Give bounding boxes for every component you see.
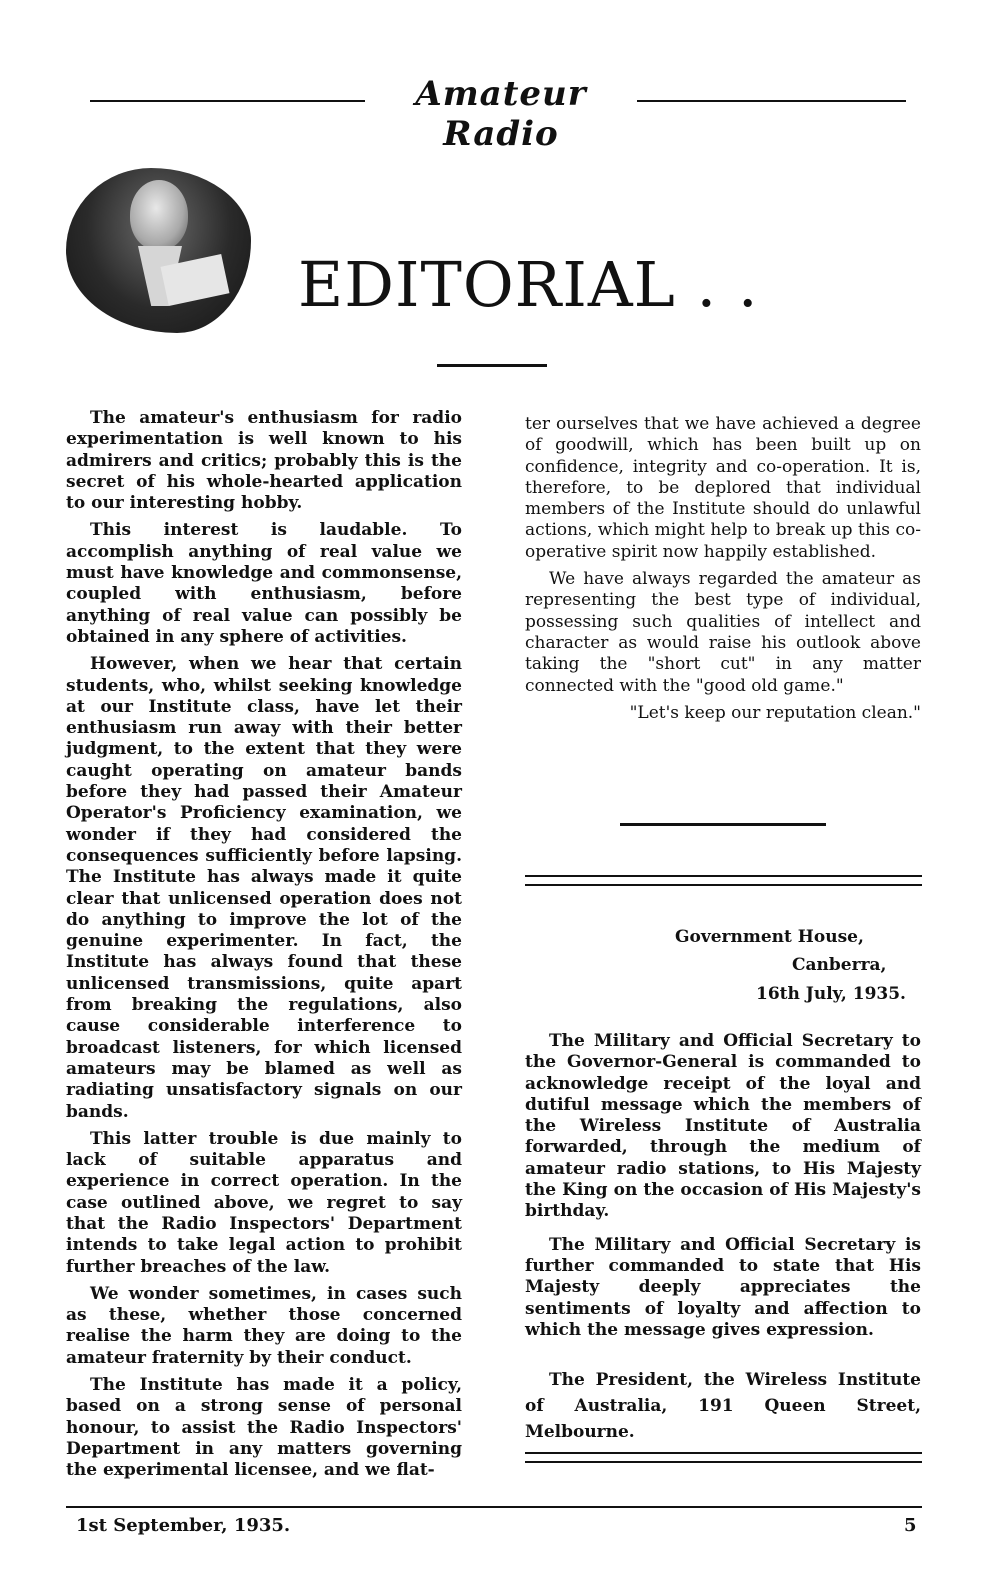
letter-address-line1: Government House,: [675, 927, 864, 947]
editorial-paragraph: The Institute has made it a policy, based on a strong sense of personal honour, to assist the Radio Inspectors' Department in any matters governing the experimental licensee, and we flat-: [66, 1375, 462, 1481]
letter-address-line2: Canberra,: [792, 955, 887, 975]
page-number: 5: [904, 1515, 917, 1536]
letter-top-double-rule: [525, 875, 922, 886]
masthead-title: Amateur Radio: [365, 74, 637, 154]
editorial-paragraph: This interest is laudable. To accomplish anything of real value we must have knowledge and commonsense, coupled with enthusiasm, before anything of real value can possibly be obtained in any sphere of activities.: [66, 520, 462, 647]
editorial-left-column: [66, 408, 462, 1488]
letter-body: [525, 1031, 921, 1457]
letter-paragraph: The Military and Official Secretary to the Governor-General is commanded to acknowledge receipt of the loyal and dutiful message which the members of the Wireless Institute of Australia forwarded, through the medium of amateur radio stations, to His Majesty the King on the occasion of His Majesty's birthday.: [525, 1031, 921, 1222]
editorial-paragraph: However, when we hear that certain students, who, whilst seeking knowledge at our Institute class, have let their enthusiasm run away with their better judgment, to the extent that they were caught operating on amateur bands before they had passed their Amateur Operator's Proficiency examination, we wonder if they had considered the consequences sufficiently before lapsing. The Institute has always made it quite clear that unlicensed operation does not do anything to improve the lot of the genuine experimenter. In fact, the Institute has always found that these unlicensed transmissions, quite apart from breaking the regulations, also cause considerable interference to broadcast listeners, for which licensed amateurs may be blamed as well as radiating unsatisfactory signals on our bands.: [66, 654, 462, 1122]
editorial-paragraph: We have always regarded the amateur as representing the best type of individual, possessing such qualities of intellect and character as would raise his outlook above taking the "short cut" in any matter connected with the "good old game.": [525, 569, 921, 696]
heading-rule: [437, 364, 547, 367]
letter-paragraph: The Military and Official Secretary is further commanded to state that His Majesty deeply appreciates the sentiments of loyalty and affection to which the message gives expression.: [525, 1234, 921, 1340]
editorial-paragraph: We wonder sometimes, in cases such as these, whether those concerned realise the harm they are doing to the amateur fraternity by their conduct.: [66, 1283, 462, 1368]
letter-date: 16th July, 1935.: [756, 984, 906, 1004]
editorial-heading: EDITORIAL . .: [298, 248, 759, 321]
letter-bottom-double-rule: [525, 1452, 922, 1463]
closing-quote: "Let's keep our reputation clean.": [629, 702, 921, 723]
editor-portrait-photo: [66, 168, 251, 333]
editorial-right-column: [525, 414, 921, 730]
footer-date: 1st September, 1935.: [76, 1515, 291, 1536]
editorial-paragraph: ter ourselves that we have achieved a degree of goodwill, which has been built up on confidence, integrity and co-operation. It is, therefore, to be deplored that individual members of the Institute should do unlawful actions, which might help to break up this co-operative spirit now happily established.: [525, 414, 921, 562]
section-rule: [620, 823, 826, 826]
footer-rule: [66, 1506, 922, 1508]
editorial-paragraph: The amateur's enthusiasm for radio experimentation is well known to his admirers and critics; probably this is the secret of his whole-hearted application to our interesting hobby.: [66, 408, 462, 514]
letter-paragraph: The President, the Wireless Institute of Australia, 191 Queen Street, Melbourne.: [525, 1370, 921, 1443]
editorial-paragraph: This latter trouble is due mainly to lack of suitable apparatus and experience in correct operation. In the case outlined above, we regret to say that the Radio Inspectors' Department intends to take legal action to prohibit further breaches of the law.: [66, 1128, 462, 1277]
masthead-rule-right: [610, 100, 906, 102]
masthead-rule-left: [90, 100, 380, 102]
portrait-head: [130, 180, 188, 250]
